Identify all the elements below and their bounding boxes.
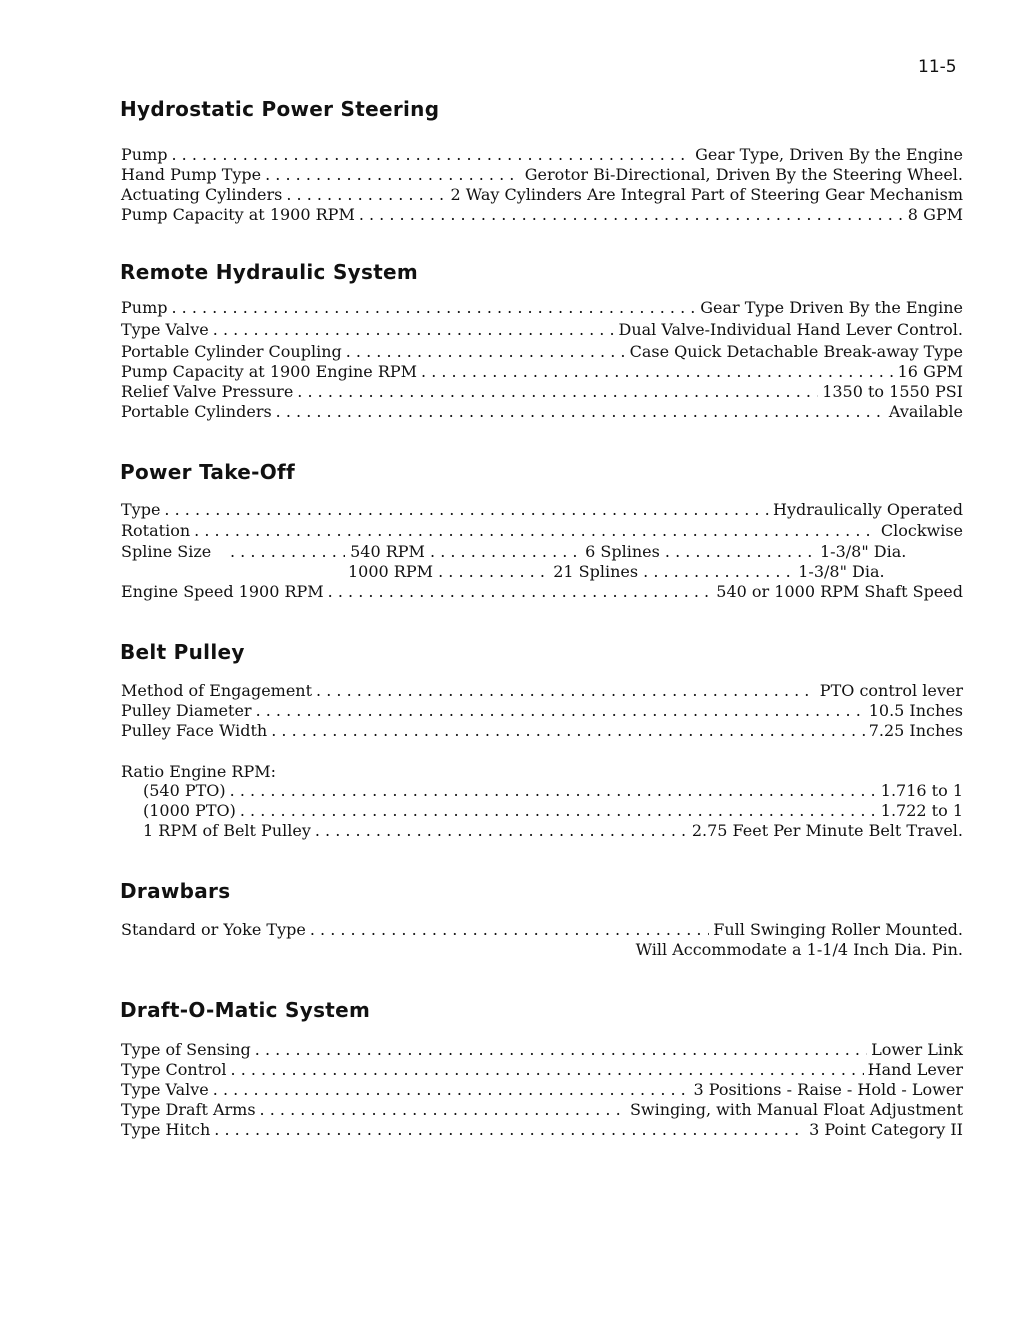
spec-label: Relief Valve Pressure [121, 382, 294, 401]
spec-value: 1.716 to 1 [880, 781, 963, 800]
spec-value: 1350 to 1550 PSI [822, 382, 963, 401]
section-heading-remote: Remote Hydraulic System [120, 260, 419, 284]
spec-row [121, 205, 963, 225]
spec-row [121, 362, 963, 382]
spec-value: Case Quick Detachable Break-away Type [629, 342, 963, 361]
spline-row [348, 562, 885, 582]
leader-dots [421, 362, 894, 382]
spline-dia: 1-3/8" Dia. [819, 542, 907, 561]
spec-label: Pulley Face Width [121, 721, 268, 740]
section-heading-draft: Draft-O-Matic System [120, 998, 371, 1022]
leader-dots [286, 185, 446, 205]
spec-value: 2 Way Cylinders Are Integral Part of Steering Gear Mechanism [450, 185, 963, 204]
spec-label: Pump Capacity at 1900 RPM [121, 205, 355, 224]
spec-row [121, 342, 963, 362]
leader-dots [271, 721, 864, 741]
spec-row [121, 721, 963, 741]
spec-label: Type Valve [121, 320, 209, 339]
spec-label: Type Hitch [121, 1120, 211, 1139]
spec-row [121, 701, 963, 721]
spec-row [121, 382, 963, 402]
leader-dots [276, 402, 885, 422]
spec-value: Full Swinging Roller Mounted. [713, 920, 963, 939]
spec-row [121, 1040, 963, 1060]
spline-row [230, 542, 906, 562]
drawbar-note: Will Accommodate a 1-1/4 Inch Dia. Pin. [635, 940, 963, 959]
section-heading-steering: Hydrostatic Power Steering [120, 97, 440, 121]
spec-label: Type Draft Arms [121, 1100, 256, 1119]
spec-row [121, 320, 963, 340]
spec-value: 540 or 1000 RPM Shaft Speed [716, 582, 963, 601]
spec-row [143, 781, 963, 801]
spec-value: Hydraulically Operated [773, 500, 963, 519]
spec-value: 3 Point Category II [809, 1120, 963, 1139]
leader-dots [359, 205, 904, 225]
spec-label: Type Valve [121, 1080, 209, 1099]
spec-row [121, 185, 963, 205]
spec-row [121, 1080, 963, 1100]
spline-size-label: Spline Size [121, 542, 212, 561]
leader-dots [430, 542, 580, 562]
leader-dots [315, 821, 688, 841]
spec-row [121, 920, 963, 940]
spec-label: Portable Cylinders [121, 402, 272, 421]
spline-count: 21 Splines [553, 562, 639, 581]
section-heading-pulley: Belt Pulley [120, 640, 245, 664]
spec-value: Lower Link [871, 1040, 963, 1059]
spec-value: Gear Type, Driven By the Engine [695, 145, 963, 164]
spec-label: Engine Speed 1900 RPM [121, 582, 324, 601]
section-heading-drawbars: Drawbars [120, 879, 231, 903]
spec-label: 1 RPM of Belt Pulley [143, 821, 311, 840]
spec-row [121, 1060, 963, 1080]
spec-label: Portable Cylinder Coupling [121, 342, 342, 361]
spec-value: 3 Positions - Raise - Hold - Lower [693, 1080, 963, 1099]
spec-value: 10.5 Inches [868, 701, 963, 720]
spec-value: Available [888, 402, 963, 421]
spec-value: 8 GPM [907, 205, 963, 224]
spec-row [121, 165, 963, 185]
spec-label: Pump Capacity at 1900 Engine RPM [121, 362, 418, 381]
page-number: 11-5 [918, 57, 957, 77]
leader-dots [328, 582, 713, 602]
leader-dots [310, 920, 709, 940]
spec-row [121, 145, 963, 165]
leader-dots [438, 562, 548, 582]
spec-value: Clockwise [880, 521, 963, 540]
spec-label: Type [121, 500, 161, 519]
leader-dots [240, 801, 877, 821]
leader-dots [265, 165, 521, 185]
spline-dia: 1-3/8" Dia. [798, 562, 885, 581]
leader-dots [171, 298, 696, 318]
leader-dots [665, 542, 815, 562]
spec-label: (540 PTO) [143, 781, 226, 800]
section-heading-pto: Power Take-Off [120, 460, 296, 484]
spec-row [121, 681, 963, 701]
spec-row [121, 500, 963, 520]
spec-label: Type of Sensing [121, 1040, 251, 1059]
leader-dots [230, 781, 877, 801]
spec-row [143, 821, 963, 841]
spec-value: 1.722 to 1 [880, 801, 963, 820]
leader-dots [171, 145, 691, 165]
leader-dots [643, 562, 793, 582]
spline-count: 6 Splines [585, 542, 660, 561]
leader-dots [231, 1060, 864, 1080]
spec-value: Swinging, with Manual Float Adjustment [629, 1100, 963, 1119]
spec-label: Standard or Yoke Type [121, 920, 306, 939]
spec-row [121, 1100, 963, 1120]
spec-label: Pump [121, 298, 168, 317]
leader-dots [214, 1120, 805, 1140]
spec-label: (1000 PTO) [143, 801, 236, 820]
leader-dots [260, 1100, 626, 1120]
spec-label: Hand Pump Type [121, 165, 262, 184]
spline-rpm: 1000 RPM [348, 562, 433, 581]
spec-label: Method of Engagement [121, 681, 313, 700]
spec-row [121, 1120, 963, 1140]
leader-dots [213, 1080, 690, 1100]
spec-row [121, 521, 963, 541]
spec-label: Pump [121, 145, 168, 164]
leader-dots [297, 382, 818, 402]
leader-dots [256, 701, 865, 721]
leader-dots [194, 521, 877, 541]
leader-dots [213, 320, 615, 340]
spec-value: Gerotor Bi-Directional, Driven By the Steering Wheel. [524, 165, 963, 184]
leader-dots [255, 1040, 867, 1060]
spec-value: PTO control lever [819, 681, 963, 700]
spec-row [143, 801, 963, 821]
leader-dots [164, 500, 769, 520]
spec-value: 16 GPM [897, 362, 963, 381]
leader-dots [230, 542, 345, 562]
leader-dots [316, 681, 816, 701]
spline-rpm: 540 RPM [350, 542, 425, 561]
spec-label: Type Control [121, 1060, 227, 1079]
spec-value: Hand Lever [867, 1060, 963, 1079]
spec-value: Dual Valve-Individual Hand Lever Control. [618, 320, 963, 339]
spec-row [121, 402, 963, 422]
spec-row [121, 582, 963, 602]
spec-label: Pulley Diameter [121, 701, 252, 720]
leader-dots [346, 342, 626, 362]
spec-label: Actuating Cylinders [121, 185, 283, 204]
spec-label: Rotation [121, 521, 191, 540]
spec-value: 7.25 Inches [868, 721, 963, 740]
spec-value: 2.75 Feet Per Minute Belt Travel. [691, 821, 963, 840]
spec-value: Gear Type Driven By the Engine [700, 298, 963, 317]
spec-row [121, 298, 963, 318]
ratio-label: Ratio Engine RPM: [121, 762, 277, 781]
